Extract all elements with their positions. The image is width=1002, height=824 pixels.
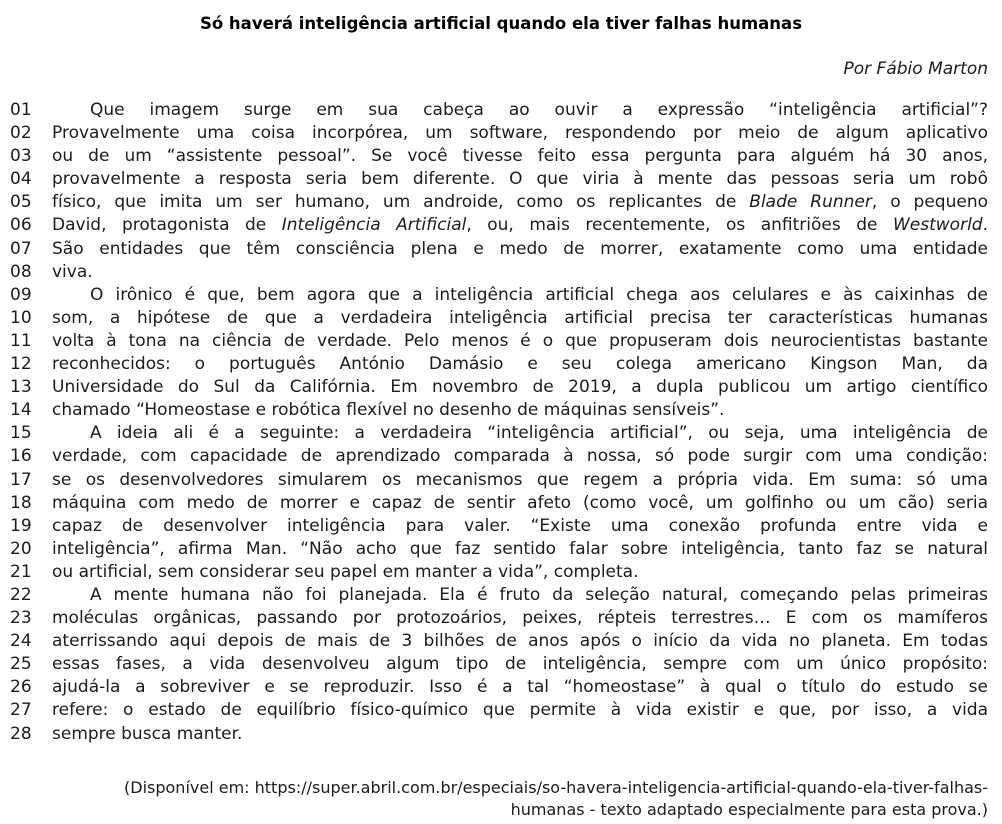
line-number: 18	[10, 492, 32, 513]
line-number: 22	[10, 584, 32, 605]
line-number: 24	[10, 631, 32, 652]
text-line	[0, 353, 988, 376]
source-citation	[0, 777, 1002, 822]
text-line	[0, 307, 988, 330]
article-byline: Por Fábio Marton	[843, 59, 988, 79]
line-text: aterrissando aqui depois de mais de 3 bilhões de anos após o início da vida no planeta. Em todas	[52, 631, 988, 652]
text-line	[0, 723, 988, 746]
line-number: 13	[10, 377, 32, 398]
line-text: refere: o estado de equilíbrio físico-químico que permite à vida existir e que, por isso, a vida	[52, 700, 988, 721]
line-text: Que imagem surge em sua cabeça ao ouvir a expressão “inteligência artificial”?	[90, 100, 988, 120]
line-text: provavelmente a resposta seria bem diferente. O que viria à mente das pessoas seria um robô	[52, 169, 988, 190]
line-text: inteligência”, afirma Man. “Não acho que faz sentido falar sobre inteligência, tanto faz se natural	[52, 538, 988, 559]
text-line	[0, 122, 988, 145]
text-line	[0, 561, 988, 584]
text-line	[0, 699, 988, 722]
line-text: Provavelmente uma coisa incorpórea, um software, respondendo por meio de algum aplicativo	[52, 123, 988, 144]
text-line	[0, 515, 988, 538]
text-line	[0, 469, 988, 492]
line-text: A mente humana não foi planejada. Ela é fruto da seleção natural, começando pelas primeiras	[90, 584, 988, 605]
line-text: chamado “Homeostase e robótica flexível no desenho de máquinas sensíveis”.	[52, 400, 725, 421]
line-text: sempre busca manter.	[52, 723, 243, 744]
line-number: 23	[10, 608, 32, 629]
line-number: 11	[10, 330, 32, 351]
line-number: 27	[10, 700, 32, 721]
text-line	[0, 676, 988, 699]
source-line-1: (Disponível em: https://super.abril.com.br/especiais/so-havera-inteligencia-artificial-quando-ela-tiver-falhas-	[124, 777, 988, 797]
source-line-2: humanas - texto adaptado especialmente para esta prova.)	[510, 800, 988, 820]
line-text: capaz de desenvolver inteligência para valer. “Existe uma conexão profunda entre vida e	[52, 515, 988, 536]
text-line	[0, 538, 988, 561]
line-text: Universidade do Sul da Califórnia. Em novembro de 2019, a dupla publicou um artigo científico	[52, 377, 988, 398]
line-number: 08	[10, 261, 32, 282]
line-number: 16	[10, 446, 32, 467]
article-body	[0, 99, 1002, 746]
line-number: 14	[10, 400, 32, 421]
line-number: 12	[10, 354, 32, 375]
text-line	[0, 168, 988, 191]
line-text: A ideia ali é a seguinte: a verdadeira “inteligência artificial”, ou seja, uma inteligência de	[90, 423, 988, 444]
line-text: som, a hipótese de que a verdadeira inteligência artificial precisa ter características humanas	[52, 307, 988, 328]
line-number: 15	[10, 423, 32, 444]
article-title: Só haverá inteligência artificial quando ela tiver falhas humanas	[199, 14, 803, 33]
line-number: 02	[10, 123, 32, 144]
line-text: moléculas orgânicas, passando por protozoários, peixes, répteis terrestres… E com os mamíferos	[52, 608, 988, 629]
line-text: viva.	[52, 261, 93, 282]
line-text: essas fases, a vida desenvolveu algum tipo de inteligência, sempre com um único propósito:	[52, 654, 988, 675]
line-text: ou de um “assistente pessoal”. Se você tivesse feito essa pergunta para alguém há 30 anos,	[52, 146, 988, 167]
text-line	[0, 145, 988, 168]
text-line	[0, 630, 988, 653]
line-text: se os desenvolvedores simularem os mecanismos que regem a própria vida. Em suma: só uma	[52, 469, 988, 490]
text-line	[0, 284, 988, 307]
line-number: 26	[10, 677, 32, 698]
line-number: 01	[10, 100, 32, 120]
text-line	[0, 492, 988, 515]
line-number: 04	[10, 169, 32, 190]
line-number: 10	[10, 307, 32, 328]
line-text: David, protagonista de Inteligência Artificial, ou, mais recentemente, os anfitriões de Westworld.	[52, 215, 988, 236]
text-line	[0, 653, 988, 676]
text-line	[0, 422, 988, 445]
line-number: 28	[10, 723, 32, 744]
line-number: 03	[10, 146, 32, 167]
line-text: ajudá-la a sobreviver e se reproduzir. Isso é a tal “homeostase” à qual o título do estudo se	[52, 677, 988, 698]
text-line	[0, 607, 988, 630]
text-line	[0, 261, 988, 284]
line-text: O irônico é que, bem agora que a inteligência artificial chega aos celulares e às caixinhas de	[90, 284, 988, 305]
line-number: 19	[10, 515, 32, 536]
line-number: 20	[10, 538, 32, 559]
text-line	[0, 584, 988, 607]
text-line	[0, 330, 988, 353]
line-number: 21	[10, 561, 32, 582]
text-line	[0, 376, 988, 399]
text-line	[0, 191, 988, 214]
line-number: 07	[10, 238, 32, 259]
line-text: reconhecidos: o português António Damásio e seu colega americano Kingson Man, da	[52, 354, 988, 375]
line-number: 25	[10, 654, 32, 675]
line-text: São entidades que têm consciência plena e medo de morrer, exatamente como uma entidade	[52, 238, 988, 259]
line-number: 06	[10, 215, 32, 236]
text-line	[0, 445, 988, 468]
line-text: físico, que imita um ser humano, um androide, como os replicantes de Blade Runner, o pequeno	[52, 192, 988, 213]
text-line	[0, 214, 988, 237]
text-line	[0, 399, 988, 422]
line-number: 17	[10, 469, 32, 490]
text-line	[0, 99, 988, 122]
line-text: máquina com medo de morrer e capaz de sentir afeto (como você, um golfinho ou um cão) seria	[52, 492, 988, 513]
line-number: 05	[10, 192, 32, 213]
line-text: volta à tona na ciência de verdade. Pelo menos é o que propuseram dois neurocientistas bastante	[52, 330, 988, 351]
line-text: verdade, com capacidade de aprendizado comparada à nossa, só pode surgir com uma condição:	[52, 446, 988, 467]
line-text: ou artificial, sem considerar seu papel em manter a vida”, completa.	[52, 561, 639, 582]
line-number: 09	[10, 284, 32, 305]
text-line	[0, 238, 988, 261]
